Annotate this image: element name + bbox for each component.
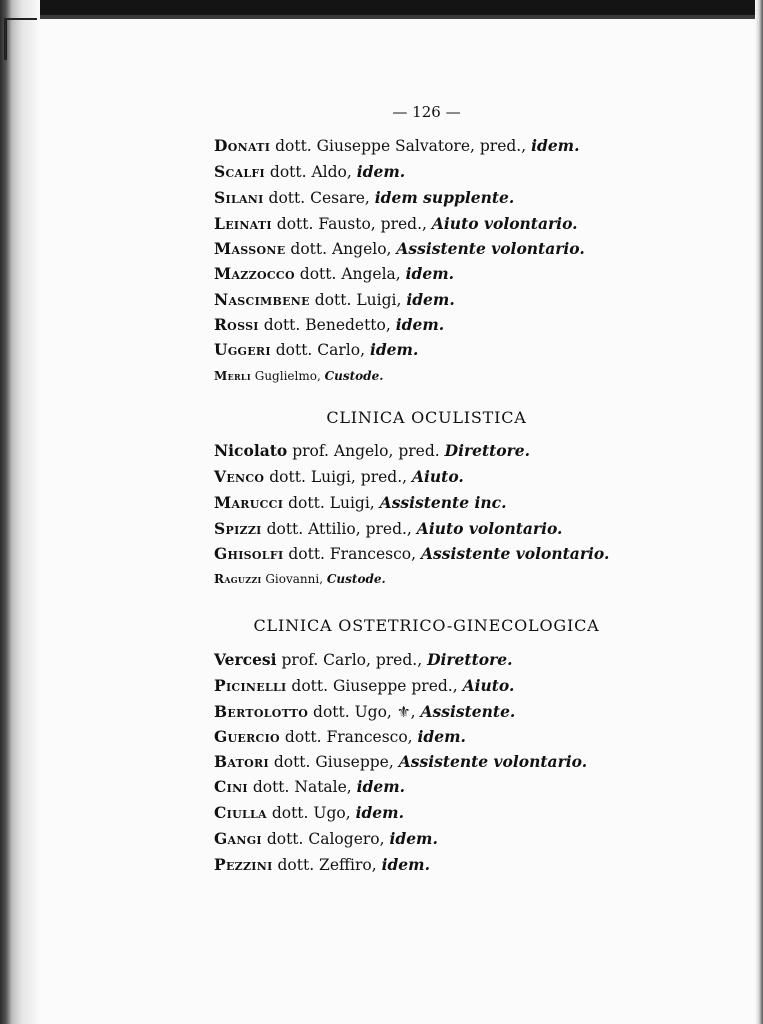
entry-role: idem supplente. bbox=[374, 188, 515, 207]
entry-details: dott. Benedetto, bbox=[263, 316, 391, 334]
entry-role: Assistente volontario. bbox=[398, 752, 588, 771]
page-number: — 126 — bbox=[392, 103, 461, 121]
entry-role: Assistente. bbox=[420, 702, 516, 721]
entry-details: Giovanni, bbox=[265, 572, 324, 586]
entry bbox=[214, 441, 530, 461]
entry-details: dott. Aldo, bbox=[269, 163, 352, 181]
entry-surname: Batori bbox=[214, 752, 269, 771]
entry-role: idem. bbox=[355, 803, 404, 822]
entry-surname: Guercio bbox=[214, 727, 280, 746]
entry-details: dott. Angelo, bbox=[290, 240, 392, 258]
entry-role: Custode. bbox=[326, 572, 386, 586]
book-binding-edge bbox=[0, 0, 40, 1024]
entry-surname: Bertolotto bbox=[214, 702, 309, 721]
entry-role: Direttore. bbox=[444, 441, 531, 460]
entry-surname: Uggeri bbox=[214, 340, 271, 359]
entry-details: dott. Luigi, pred., bbox=[269, 468, 408, 486]
scan-top-shadow bbox=[0, 15, 763, 19]
entry-details: dott. Giuseppe pred., bbox=[291, 677, 458, 695]
entry bbox=[214, 650, 513, 670]
binding-mark bbox=[4, 18, 37, 60]
entry bbox=[214, 264, 454, 284]
entry-details: dott. Calogero, bbox=[266, 830, 385, 848]
entry bbox=[214, 290, 455, 310]
entry-surname: Vercesi bbox=[214, 650, 277, 669]
entry bbox=[214, 136, 579, 156]
entry bbox=[214, 239, 585, 259]
entry-role: idem. bbox=[356, 777, 406, 796]
entry-role: Aiuto volontario. bbox=[431, 214, 578, 233]
entry-surname: Nicolato bbox=[214, 441, 288, 460]
entry-role: idem. bbox=[417, 727, 466, 746]
entry bbox=[214, 702, 515, 722]
entry bbox=[214, 493, 506, 513]
entry bbox=[214, 519, 562, 539]
entry-surname: Gangi bbox=[214, 829, 262, 848]
entry-surname: Rossi bbox=[214, 315, 259, 334]
entry-details: dott. Natale, bbox=[252, 778, 352, 796]
entry-details: dott. Giuseppe Salvatore, pred., bbox=[275, 137, 527, 155]
entry-role: idem. bbox=[381, 855, 430, 874]
entry-role: Custode. bbox=[324, 369, 384, 383]
scan-top-edge bbox=[0, 0, 763, 16]
entry bbox=[214, 315, 444, 335]
entry-surname: Nascimbene bbox=[214, 290, 310, 309]
entry-surname: Marucci bbox=[214, 493, 284, 512]
entry bbox=[214, 340, 418, 360]
entry-surname: Ciulla bbox=[214, 803, 267, 822]
entry bbox=[214, 803, 404, 823]
entry bbox=[214, 188, 514, 208]
entry-surname: Donati bbox=[214, 136, 271, 155]
entry bbox=[214, 676, 514, 696]
entry-role: idem. bbox=[395, 315, 445, 334]
entry-surname: Picinelli bbox=[214, 676, 287, 695]
section-heading: CLINICA OCULISTICA bbox=[326, 408, 527, 427]
entry-details: dott. Angela, bbox=[299, 265, 401, 283]
entry-surname: Ghisolfi bbox=[214, 544, 284, 563]
entry bbox=[214, 727, 466, 747]
entry-role: idem. bbox=[531, 136, 580, 155]
entry-role: idem. bbox=[356, 162, 406, 181]
entry bbox=[214, 544, 609, 564]
entry-role: idem. bbox=[405, 264, 455, 283]
entry bbox=[214, 214, 578, 234]
entry-details: dott. Francesco, bbox=[284, 728, 413, 746]
entry-details: dott. Zeffiro, bbox=[277, 856, 377, 874]
section-heading: CLINICA OSTETRICO-GINECOLOGICA bbox=[253, 616, 600, 635]
entry-details: dott. Giuseppe, bbox=[273, 753, 394, 771]
entry-surname: Spizzi bbox=[214, 519, 262, 538]
entry-role: idem. bbox=[406, 290, 455, 309]
entry-surname: Merli bbox=[214, 369, 251, 383]
entry-role: Direttore. bbox=[427, 650, 513, 669]
entry-surname: Scalfi bbox=[214, 162, 265, 181]
entry bbox=[214, 855, 430, 875]
entry-details: dott. Attilio, pred., bbox=[266, 520, 412, 538]
entry bbox=[214, 162, 405, 182]
entry-role: Aiuto. bbox=[462, 676, 515, 695]
entry-surname: Leinati bbox=[214, 214, 272, 233]
entry-role: Aiuto volontario. bbox=[416, 519, 563, 538]
entry-details: dott. Ugo, bbox=[271, 804, 351, 822]
entry-surname: Massone bbox=[214, 239, 286, 258]
entry-details: dott. Francesco, bbox=[288, 545, 417, 563]
entry-details: prof. Angelo, pred. bbox=[292, 442, 440, 460]
entry-surname: Venco bbox=[214, 467, 265, 486]
entry-role: Assistente volontario. bbox=[420, 544, 610, 563]
entry-role: Assistente volontario. bbox=[396, 239, 585, 258]
entry-role: Assistente inc. bbox=[379, 493, 507, 512]
entry-details: dott. Ugo, ⚜, bbox=[313, 703, 416, 721]
entry-details: dott. Luigi, bbox=[288, 494, 375, 512]
entry bbox=[214, 467, 464, 487]
entry bbox=[214, 366, 383, 386]
entry-role: Aiuto. bbox=[412, 467, 464, 486]
entry bbox=[214, 752, 587, 772]
entry-surname: Raguzzi bbox=[214, 572, 262, 586]
entry-role: idem. bbox=[369, 340, 419, 359]
entry-role: idem. bbox=[389, 829, 438, 848]
entry bbox=[214, 829, 438, 849]
entry-details: dott. Fausto, pred., bbox=[276, 215, 427, 233]
entry bbox=[214, 569, 386, 589]
entry-surname: Silani bbox=[214, 188, 264, 207]
entry-surname: Mazzocco bbox=[214, 264, 295, 283]
entry-surname: Cini bbox=[214, 777, 248, 796]
entry-details: dott. Luigi, bbox=[314, 291, 402, 309]
entry bbox=[214, 777, 405, 797]
entry-details: Guglielmo, bbox=[254, 369, 321, 383]
entry-details: prof. Carlo, pred., bbox=[281, 651, 423, 669]
entry-surname: Pezzini bbox=[214, 855, 273, 874]
entry-details: dott. Cesare, bbox=[268, 189, 370, 207]
scan-right-edge bbox=[755, 0, 763, 1024]
entry-details: dott. Carlo, bbox=[275, 341, 366, 359]
